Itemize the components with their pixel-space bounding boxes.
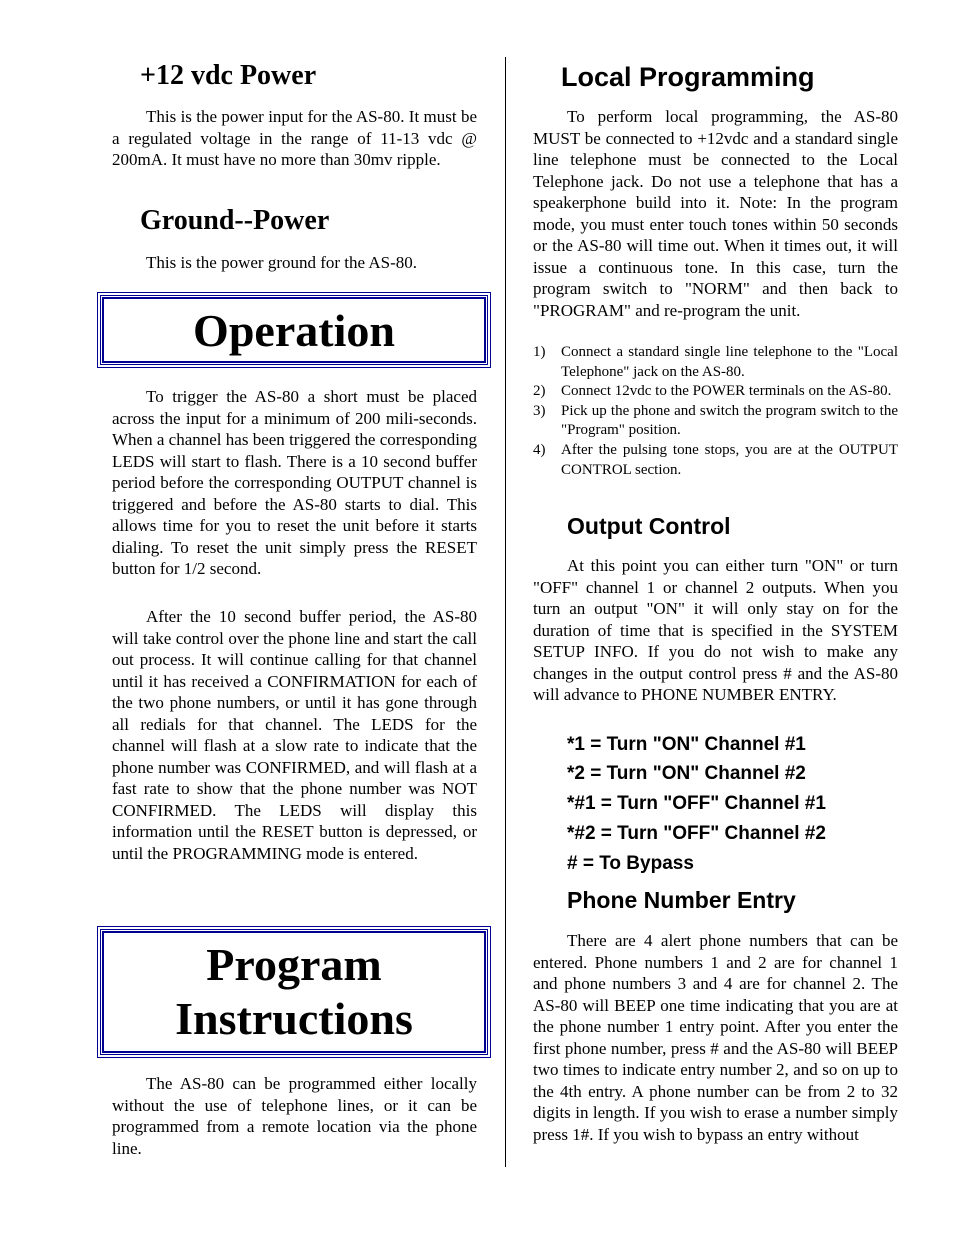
operation-title: Operation [193, 305, 395, 356]
power-heading: +12 vdc Power [140, 60, 317, 91]
step-number: 1) [533, 344, 546, 360]
command-on-1: *1 = Turn "ON" Channel #1 [567, 734, 806, 755]
step-text: Connect 12vdc to the POWER terminals on the AS-80. [561, 383, 892, 400]
step-item [533, 382, 898, 402]
programming-steps [533, 343, 898, 480]
command-off-1: *#1 = Turn "OFF" Channel #1 [567, 793, 826, 814]
program-text: The AS-80 can be programmed either locally without the use of telephone lines, or it can be programmed from a remote location via the phone line. [112, 1074, 477, 1158]
command-on-2: *2 = Turn "ON" Channel #2 [567, 763, 806, 784]
phone-number-entry-text: There are 4 alert phone numbers that can be entered. Phone numbers 1 and 2 are for channel 1 and phone numbers 3 and 4 are for channel 2. The AS-80 will BEEP one time indicating that you are at the phone number 1 entry point. After you enter the first phone number, press # and the AS-80 will BEEP two times to indicate entry number 2, and so on up to the 4th entry. A phone number can be from 2 to 32 digits in length. If you wish to erase a number simply press 1#. If you wish to bypass an entry without [533, 931, 898, 1144]
phone-number-entry-heading: Phone Number Entry [567, 887, 796, 913]
output-control-text: At this point you can either turn "ON" or turn "OFF" channel 1 or channel 2 outputs. When you turn an output "ON" it will only stay on for the duration of time that is specified in the SYSTEM SETUP INFO. If you do not wish to make any changes in the output control press # and the AS-80 will advance to PHONE NUMBER ENTRY. [533, 556, 898, 704]
command-bypass: # = To Bypass [567, 853, 694, 874]
operation-paragraph-1: To trigger the AS-80 a short must be placed across the input for a minimum of 200 mili-seconds. When a channel has been triggered the corresponding LEDS will start to flash. There is a 10 second buffer period before the corresponding OUTPUT channel is triggered and before the AS-80 starts to dial. This allows time for you to reset the unit before it starts dialing. To reset the unit simply press the RESET button for 1/2 second. [112, 387, 477, 578]
local-programming-text: To perform local programming, the AS-80 MUST be connected to +12vdc and a standard single line telephone must be connected to the Local Telephone jack. Do not use a telephone that has a speakerphone build into it. Note: In the program mode, you must enter touch tones within 50 seconds or the AS-80 will time out. When it times out, it will issue a continuous tone. In this case, turn the program switch to "NORM" and then back to "PROGRAM" and re-program the unit. [533, 107, 898, 320]
program-title-line-1: Program [206, 939, 382, 990]
step-item [533, 343, 898, 382]
output-control-heading: Output Control [567, 513, 731, 539]
command-off-2: *#2 = Turn "OFF" Channel #2 [567, 823, 826, 844]
column-divider [505, 57, 506, 1167]
step-number: 3) [533, 402, 546, 419]
local-programming-heading: Local Programming [561, 62, 815, 92]
step-text: Connect a standard single line telephone to the "Local Telephone" jack on the AS-80. [561, 344, 898, 380]
program-title-line-2: Instructions [175, 993, 413, 1044]
step-text: Pick up the phone and switch the program switch to the "Program" position. [561, 402, 898, 439]
step-text: After the pulsing tone stops, you are at the OUTPUT CONTROL section. [561, 441, 898, 478]
ground-text: This is the power ground for the AS-80. [146, 253, 418, 272]
program-title-box [97, 926, 491, 1058]
step-number: 2) [533, 383, 546, 400]
step-item [533, 441, 898, 480]
power-text: This is the power input for the AS-80. It must be a regulated voltage in the range of 11-13 vdc @ 200mA. It must have no more than 30mv ripple. [112, 107, 477, 169]
step-number: 4) [533, 441, 546, 458]
operation-paragraph-2: After the 10 second buffer period, the AS-80 will take control over the phone line and start the call out process. It will continue calling for that channel until it has received a CONFIRMATION for each of the two phone numbers, or until it has gone through all redials for that channel. The LEDS for the channel will flash at a slow rate to indicate that the phone number was CONFIRMED, and will flash at a fast rate to show that the phone number was NOT CONFIRMED. The LEDS will display this information until the RESET button is depressed, or until the PROGRAMMING mode is entered. [112, 607, 477, 863]
operation-title-box [97, 292, 491, 368]
ground-heading: Ground--Power [140, 205, 330, 236]
step-item [533, 402, 898, 441]
